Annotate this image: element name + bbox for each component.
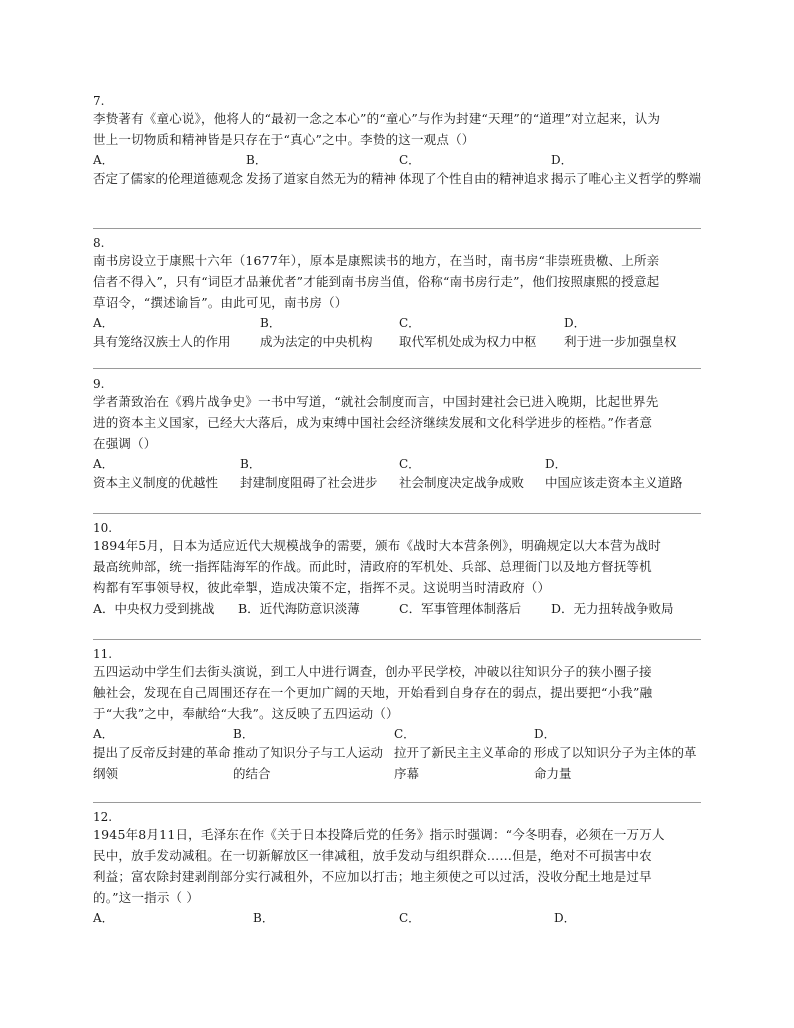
option-d[interactable] [564, 315, 701, 352]
option-text: 提出了反帝反封建的革命纲领 [93, 745, 231, 781]
option-text: 成为法定的中央机构 [260, 334, 373, 349]
option-label: B． [233, 727, 254, 741]
question-stem [93, 108, 701, 150]
option-a[interactable] [93, 456, 243, 493]
options-row [93, 598, 701, 622]
option-label: B． [246, 153, 267, 167]
stem-line: 在强调（） [93, 436, 157, 451]
option-label: C． [399, 153, 421, 167]
option-label: D． [554, 911, 576, 925]
option-label: C． [399, 911, 421, 925]
option-c[interactable] [399, 315, 565, 352]
question-number: 11. [93, 647, 113, 661]
option-b[interactable] [238, 598, 360, 619]
option-a[interactable] [93, 598, 215, 619]
question-number: 9. [93, 377, 105, 391]
question-12 [93, 810, 701, 932]
option-b[interactable] [260, 315, 400, 352]
option-a[interactable] [93, 910, 243, 926]
option-a[interactable] [93, 315, 263, 352]
stem-line: 1945年8月11日，毛泽东在作《关于日本投降后党的任务》指示时强调：“今冬明春，必须在一万万人 [93, 827, 665, 842]
question-8 [93, 236, 701, 355]
stem-line: 世上一切物质和精神皆是只存在于“真心”之中。李贽的这一观点（） [93, 132, 475, 147]
option-label: C． [399, 316, 421, 330]
option-label: D． [551, 601, 574, 616]
option-text: 体现了个性自由的精神追求 [399, 171, 550, 186]
question-number: 7. [93, 94, 105, 108]
divider [93, 368, 701, 369]
stem-line: 南书房设立于康熙十六年（1677年），原本是康熙读书的地方，在当时，南书房“非崇班贵檄、上所亲 [93, 253, 660, 268]
option-text: 无力扭转战争败局 [573, 601, 674, 616]
question-11 [93, 647, 701, 784]
option-text: 发扬了道家自然无为的精神 [246, 171, 397, 186]
option-d[interactable] [534, 726, 701, 784]
option-text: 揭示了唯心主义哲学的弊端 [551, 171, 702, 186]
stem-line: 触社会，发现在自己周围还存在一个更加广阔的天地，开始看到自身存在的弱点，提出要把“小我”融 [93, 685, 653, 700]
option-text: 资本主义制度的优越性 [93, 475, 219, 490]
option-label: B． [238, 601, 260, 616]
option-label: B． [240, 457, 261, 471]
options-row [93, 456, 701, 496]
option-label: A． [93, 911, 114, 925]
option-text: 利于进一步加强皇权 [564, 334, 677, 349]
option-text: 具有笼络汉族士人的作用 [93, 334, 231, 349]
option-text: 中国应该走资本主义道路 [545, 475, 683, 490]
option-label: C． [394, 727, 416, 741]
option-text: 社会制度决定战争成败 [399, 475, 525, 490]
option-label: A． [93, 153, 114, 167]
question-number: 12. [93, 810, 113, 824]
option-label: A． [93, 316, 114, 330]
option-label: A． [93, 457, 114, 471]
option-label: A． [93, 601, 115, 616]
option-a[interactable] [93, 726, 233, 784]
question-number: 8. [93, 236, 105, 250]
option-text: 中央权力受到挑战 [114, 601, 215, 616]
stem-line: 最高统帅部，统一指挥陆海军的作战。而此时，清政府的军机处、兵部、总理衙门以及地方督抚等机 [93, 559, 652, 574]
option-c[interactable] [399, 910, 549, 926]
option-d[interactable] [545, 456, 703, 493]
option-label: D． [564, 316, 586, 330]
option-d[interactable] [551, 152, 701, 189]
divider [93, 802, 701, 803]
options-row [93, 726, 701, 784]
option-text: 形成了以知识分子为主体的革命力量 [534, 745, 697, 781]
option-c[interactable] [394, 726, 536, 784]
stem-line: 民中，放手发动减租。在一切新解放区一律减租，放手发动与组织群众……但是，绝对不可损害中农 [93, 848, 652, 863]
question-stem [93, 824, 701, 908]
option-b[interactable] [240, 456, 400, 493]
options-row [93, 152, 701, 210]
option-text: 推动了知识分子与工人运动的结合 [233, 745, 384, 781]
option-c[interactable] [399, 152, 552, 189]
option-label: B． [260, 316, 281, 330]
options-row [93, 315, 701, 355]
option-label: A． [93, 727, 114, 741]
option-c[interactable] [399, 456, 547, 493]
stem-line: 草诏令，“撰述谕旨”。由此可见，南书房（） [93, 295, 348, 310]
option-label: B． [253, 911, 274, 925]
option-label: C． [399, 457, 421, 471]
option-text: 拉开了新民主主义革命的序幕 [394, 745, 532, 781]
question-stem [93, 250, 701, 313]
question-number: 10. [93, 521, 113, 535]
divider [93, 639, 701, 640]
stem-line: 的。”这一指示（ ） [93, 890, 200, 905]
stem-line: 李贽著有《童心说》，他将人的“最初一念之本心”的“童心”与作为封建“天理”的“道理”对立起来，认为 [93, 111, 661, 126]
option-label: D． [534, 727, 556, 741]
option-text: 近代海防意识淡薄 [259, 601, 360, 616]
stem-line: 于“大我”之中，奉献给“大我”。这反映了五四运动（） [93, 706, 399, 721]
option-label: C． [399, 601, 422, 616]
stem-line: 构都有军事领导权，彼此牵掣，造成决策不定，指挥不灵。这说明当时清政府（） [93, 580, 551, 595]
option-c[interactable] [399, 598, 521, 619]
option-b[interactable] [253, 910, 393, 926]
stem-line: 五四运动中学生们去街头演说，到工人中进行调查，创办平民学校，冲破以往知识分子的狭小圈子接 [93, 664, 652, 679]
stem-line: 利益；富农除封建剥削部分实行减租外，不应加以打击；地主须使之可以过活，没收分配土地是过早 [93, 869, 652, 884]
question-stem [93, 661, 701, 724]
option-text: 否定了儒家的伦理道德观念 [93, 171, 244, 186]
option-d[interactable] [554, 910, 694, 926]
stem-line: 信者不得入”，只有“词臣才品兼优者”才能到南书房当值，俗称“南书房行走”，他们按照康熙的授意起 [93, 274, 660, 289]
stem-line: 进的资本主义国家，已经大大落后，成为束缚中国社会经济继续发展和文化科学进步的桎梏。”作者意 [93, 415, 653, 430]
option-text: 封建制度阻碍了社会进步 [240, 475, 378, 490]
divider [93, 228, 701, 229]
question-9 [93, 377, 701, 496]
question-stem [93, 535, 701, 598]
option-d[interactable] [551, 598, 674, 619]
question-10 [93, 521, 701, 622]
stem-line: 学者萧致治在《鸦片战争史》一书中写道，“就社会制度而言，中国封建社会已进入晚期，比起世界先 [93, 394, 659, 409]
option-b[interactable] [246, 152, 398, 189]
stem-line: 1894年5月，日本为适应近代大规模战争的需要，颁布《战时大本营条例》，明确规定以大本营为战时 [93, 538, 661, 553]
options-row [93, 910, 701, 932]
question-7 [93, 94, 701, 210]
option-b[interactable] [233, 726, 393, 784]
option-label: D． [545, 457, 567, 471]
option-a[interactable] [93, 152, 247, 189]
divider [93, 513, 701, 514]
option-label: D． [551, 153, 573, 167]
question-stem [93, 391, 701, 454]
option-text: 取代军机处成为权力中枢 [399, 334, 537, 349]
option-text: 军事管理体制落后 [421, 601, 522, 616]
